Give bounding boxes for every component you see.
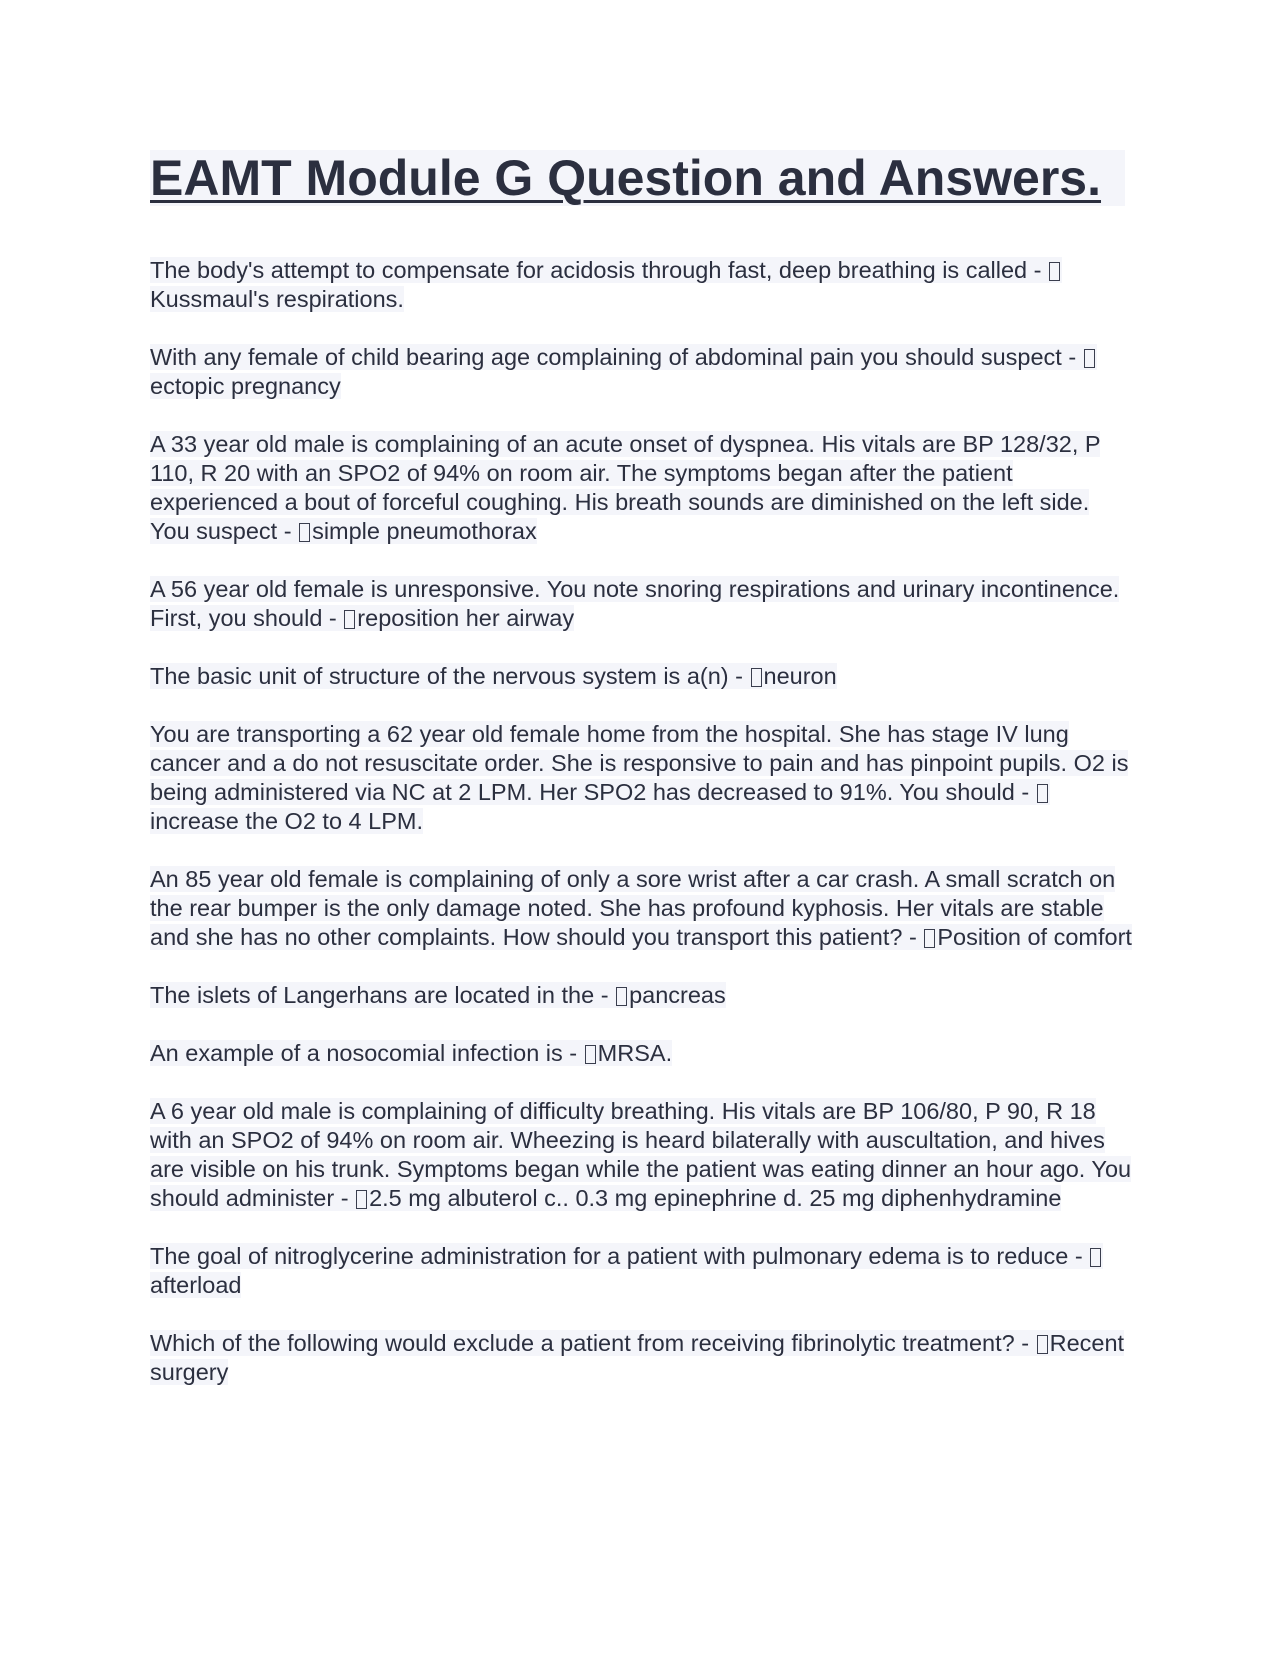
qa-item [150, 662, 1132, 691]
question-text: An example of a nosocomial infection is - [150, 1040, 578, 1066]
missing-glyph-icon [299, 523, 310, 542]
answer-text: simple pneumothorax [312, 518, 537, 544]
qa-item [150, 256, 1132, 314]
answer-text: ectopic pregnancy [150, 373, 341, 399]
answer-text: 2.5 mg albuterol c.. 0.3 mg epinephrine d. 25 mg diphenhydramine [369, 1185, 1062, 1211]
document-title-text: EAMT Module G Question and Answers. [150, 150, 1125, 206]
missing-glyph-icon [1037, 784, 1048, 803]
question-text: A 56 year old female is unresponsive. You note snoring respirations and urinary incontinence. First, you should - [150, 576, 1120, 631]
missing-glyph-icon [616, 987, 627, 1006]
question-text: The islets of Langerhans are located in the - [150, 982, 609, 1008]
missing-glyph-icon [585, 1045, 596, 1064]
qa-item [150, 720, 1132, 836]
answer-text: reposition her airway [357, 605, 575, 631]
missing-glyph-icon [1037, 1335, 1048, 1354]
question-text: A 33 year old male is complaining of an acute onset of dyspnea. His vitals are BP 128/32, P 110, R 20 with an SPO2 of 94% on room air. The symptoms began after the patient experienced a bout of forceful coughing. His breath sounds are diminished on the left side. You suspect - [150, 431, 1101, 544]
qa-item [150, 865, 1132, 952]
qa-item [150, 575, 1132, 633]
missing-glyph-icon [1084, 349, 1095, 368]
answer-text: afterload [150, 1272, 242, 1298]
answer-text: Position of comfort [937, 924, 1132, 950]
missing-glyph-icon [356, 1190, 367, 1209]
missing-glyph-icon [344, 610, 355, 629]
missing-glyph-icon [1090, 1248, 1101, 1267]
qa-item [150, 430, 1132, 546]
missing-glyph-icon [751, 668, 762, 687]
question-text: You are transporting a 62 year old female home from the hospital. She has stage IV lung cancer and a do not resuscitate order. She is responsive to pain and has pinpoint pupils. O2 is being administered via NC at 2 LPM. Her SPO2 has decreased to 91%. You should - [150, 721, 1129, 805]
question-text: The basic unit of structure of the nervous system is a(n) - [150, 663, 743, 689]
question-text: Which of the following would exclude a patient from receiving fibrinolytic treatment? - [150, 1330, 1030, 1356]
qa-item [150, 343, 1132, 401]
answer-text: MRSA. [597, 1040, 673, 1066]
missing-glyph-icon [924, 929, 935, 948]
qa-list [150, 256, 1132, 1387]
document-page [150, 148, 1132, 1416]
qa-item [150, 1242, 1132, 1300]
question-text: A 6 year old male is complaining of difficulty breathing. His vitals are BP 106/80, P 90, R 18 with an SPO2 of 94% on room air. Wheezing is heard bilaterally with auscultation, and hives are visible on his trunk. Symptoms began while the patient was eating dinner an hour ago. You should administer - [150, 1098, 1132, 1211]
answer-text: neuron [763, 663, 837, 689]
answer-text: increase the O2 to 4 LPM. [150, 808, 424, 834]
answer-text: Kussmaul's respirations. [150, 286, 404, 312]
qa-item [150, 1329, 1132, 1387]
answer-text: pancreas [629, 982, 726, 1008]
question-text: With any female of child bearing age complaining of abdominal pain you should suspect - [150, 344, 1077, 370]
question-text: The goal of nitroglycerine administration for a patient with pulmonary edema is to reduce - [150, 1243, 1083, 1269]
question-text: The body's attempt to compensate for acidosis through fast, deep breathing is called - [150, 257, 1042, 283]
qa-item [150, 1039, 1132, 1068]
answer-text: Recent surgery [150, 1330, 1125, 1385]
qa-item [150, 1097, 1132, 1213]
qa-item [150, 981, 1132, 1010]
document-title [150, 148, 1132, 208]
missing-glyph-icon [1049, 262, 1060, 281]
question-text: An 85 year old female is complaining of only a sore wrist after a car crash. A small scratch on the rear bumper is the only damage noted. She has profound kyphosis. Her vitals are stable and she has no other complaints. How should you transport this patient? - [150, 866, 1116, 950]
